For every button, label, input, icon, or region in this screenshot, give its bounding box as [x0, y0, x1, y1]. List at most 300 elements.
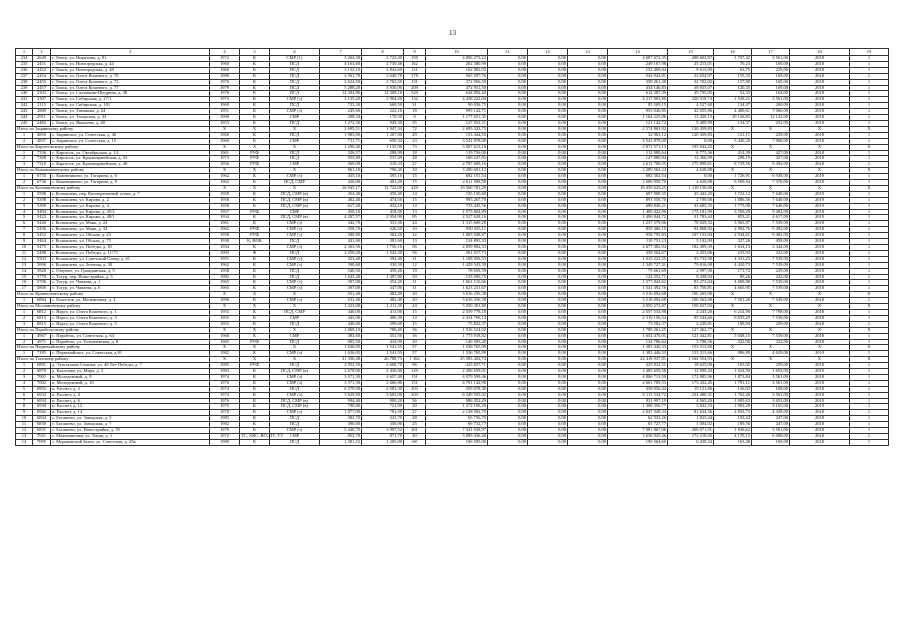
table-cell: 1 [850, 245, 889, 251]
table-cell: 151 [404, 380, 426, 386]
table-cell: 0,00 [488, 286, 528, 292]
table-cell: К [240, 268, 270, 274]
table-cell: 2019 [790, 203, 850, 209]
table-cell: 5 440,70 [320, 428, 362, 434]
table-cell: Х [240, 144, 270, 150]
table-cell: 347,00 [362, 286, 404, 292]
table-cell: 50 [404, 274, 426, 280]
table-cell: 2018 [790, 239, 850, 245]
table-cell: 7 539,00 [752, 333, 790, 339]
table-cell: 955,89 [320, 156, 362, 162]
table-cell: 0,00 [568, 221, 608, 227]
table-cell: 2018 [790, 333, 850, 339]
table-cell: 3 561,78 [320, 73, 362, 79]
table-cell: 153 313,66 [668, 345, 714, 351]
table-cell: 1982 [210, 422, 240, 428]
table-cell: 0,00 [528, 410, 568, 416]
table-cell: 3 264,30 [320, 56, 362, 62]
table-cell: 209 [404, 85, 426, 91]
table-cell: 15 [404, 174, 426, 180]
table-cell: 9 492,00 [752, 162, 790, 168]
table-cell: 12 [404, 233, 426, 239]
table-cell: 2018 [790, 380, 850, 386]
table-cell: 0,00 [568, 120, 608, 126]
table-cell: Х [752, 126, 790, 132]
table-cell: 0,00 [528, 327, 568, 333]
table-cell: 1 903,20 [714, 404, 752, 410]
table-cell: 1 024,90 [714, 369, 752, 375]
table-cell: 339 956,44 [608, 386, 668, 392]
table-cell: 1 381,53 [320, 439, 362, 445]
table-cell: 4 170,12 [714, 434, 752, 440]
table-cell: 2018 [790, 386, 850, 392]
table-cell: 245 [16, 120, 33, 126]
table-cell: 0,00 [568, 126, 608, 132]
address-cell: г. Томск, ул. Салтыкова-Щедрина, д. 48 [51, 91, 210, 97]
table-cell: 1 [850, 132, 889, 138]
column-header: 19 [850, 49, 889, 56]
table-cell: 0,00 [528, 374, 568, 380]
table-cell: 169,00 [752, 439, 790, 445]
table-cell: 23 [404, 138, 426, 144]
table-cell: 425 032,51 [608, 363, 668, 369]
address-cell: с. Моряковский Затон, ул. Советская, д. 25в [51, 439, 210, 445]
table-cell: 1 497,80 [362, 274, 404, 280]
table-cell: 9 409,99 [668, 120, 714, 126]
table-cell: 62 933,26 [608, 416, 668, 422]
table-cell: 1 [850, 91, 889, 97]
table-cell: 1978 [210, 410, 240, 416]
table-cell: 2 128 982,70 [426, 410, 488, 416]
table-cell: 169,00 [752, 73, 790, 79]
table-cell: 2018 [790, 363, 850, 369]
table-cell: 383,60 [320, 333, 362, 339]
table-cell: ПСД [270, 61, 320, 67]
table-cell: 0,00 [528, 245, 568, 251]
table-cell: 172 510,92 [668, 434, 714, 440]
table-cell: 1 110 156,00 [668, 185, 714, 191]
table-cell: 0,00 [488, 73, 528, 79]
table-cell: 1958 [210, 268, 240, 274]
table-cell: 20 [404, 292, 426, 298]
table-cell: 2 660,80 [362, 380, 404, 386]
table-cell: К [240, 73, 270, 79]
table-cell: СМР (з) [270, 256, 320, 262]
table-cell: 5 446,20 [714, 138, 752, 144]
table-cell: 16 945,17 [320, 185, 362, 191]
table-cell: 0,00 [528, 79, 568, 85]
table-cell: 3 [16, 203, 33, 209]
table-cell: 3 930,00 [362, 85, 404, 91]
table-cell: К [240, 374, 270, 380]
table-cell: 1 541,55 [362, 351, 404, 357]
table-cell: 29 [404, 404, 426, 410]
table-cell: К [240, 422, 270, 428]
table-cell: 3 561,00 [752, 97, 790, 103]
table-body [16, 56, 889, 446]
table-cell: ПСД [270, 416, 320, 422]
table-cell: 1 004,02 [668, 422, 714, 428]
table-cell: 57 [404, 351, 426, 357]
table-cell: 2911 [33, 115, 51, 121]
table-cell: 19 [404, 268, 426, 274]
table-cell: 0,00 [488, 185, 528, 191]
table-cell: 192,44 [714, 416, 752, 422]
table-cell: 1 [850, 256, 889, 262]
address-cell: г. Томск, ул. Никитина, д. 81 [51, 56, 210, 62]
table-cell: Х [270, 168, 320, 174]
table-cell: 0,00 [488, 103, 528, 109]
table-cell: 5598 [33, 191, 51, 197]
table-cell: 0,00 [528, 156, 568, 162]
table-cell: 6815 [33, 321, 51, 327]
table-cell: 0,00 [528, 369, 568, 375]
table-cell: 1 [16, 191, 33, 197]
table-cell: 40 [404, 434, 426, 440]
table-cell: Х [270, 292, 320, 298]
table-cell: ПСД [270, 85, 320, 91]
table-cell: 0,00 [528, 274, 568, 280]
table-cell: 25 583 402,74 [426, 357, 488, 363]
table-cell: 7 539,00 [752, 280, 790, 286]
table-cell: Х [752, 144, 790, 150]
table-cell: 0,00 [568, 150, 608, 156]
table-cell: 1958 [210, 191, 240, 197]
table-cell: 1 065 948,87 [426, 233, 488, 239]
table-cell: СМР [270, 209, 320, 215]
table-cell: 0,00 [568, 73, 608, 79]
address-cell: с. Нарга, ул. Олега Кошевого, д. 1 [51, 309, 210, 315]
table-cell: ПСД [270, 91, 320, 97]
table-cell: 1 643,40 [320, 274, 362, 280]
table-cell: 0,00 [528, 239, 568, 245]
table-cell: 2 436,00 [362, 369, 404, 375]
table-cell: 2018 [790, 268, 850, 274]
table-cell: 2018 [790, 374, 850, 380]
table-cell: 29 705,05 [668, 91, 714, 97]
table-cell: 127 262,77 [668, 327, 714, 333]
table-cell: 0,00 [528, 268, 568, 274]
table-cell: 2 559 778,18 [426, 309, 488, 315]
table-cell: 414,39 [714, 150, 752, 156]
table-cell: 930 335,11 [426, 227, 488, 233]
table-cell: 1 947,34 [362, 126, 404, 132]
table-cell: 36 [404, 327, 426, 333]
table-cell: 0,00 [528, 422, 568, 428]
address-cell: д. Кисловка, ул. Мира, д. 3 [51, 369, 210, 375]
table-cell: Х [210, 126, 240, 132]
table-cell: 15 [16, 274, 33, 280]
table-cell: 2018 [790, 180, 850, 186]
table-cell: 100 263,90 [668, 298, 714, 304]
table-cell: 2 902,76 [714, 227, 752, 233]
address-cell: г. Томск, ул. Новгородская, д. 48 [51, 67, 210, 73]
table-cell: К [240, 61, 270, 67]
table-cell: 81 634,36 [668, 410, 714, 416]
table-cell: 0,00 [488, 156, 528, 162]
address-cell: п. Рассвет, д. 2 [51, 386, 210, 392]
table-cell: Х [240, 185, 270, 191]
table-cell: 427,00 [752, 150, 790, 156]
table-cell: 12 142,00 [752, 115, 790, 121]
table-cell: 2018 [790, 221, 850, 227]
table-cell: 362,20 [362, 233, 404, 239]
table-cell: Х [790, 357, 850, 363]
table-cell: К [240, 404, 270, 410]
table-cell: 2 611 709,55 [608, 162, 668, 168]
table-cell: 1982 [210, 274, 240, 280]
table-cell: К [240, 351, 270, 357]
table-cell: К [240, 215, 270, 221]
table-cell: 435,10 [320, 174, 362, 180]
table-cell: 2 047 348,34 [608, 410, 668, 416]
table-cell: 10 [404, 227, 426, 233]
table-cell: 2018 [790, 67, 850, 73]
table-cell: Х [850, 327, 889, 333]
table-cell: 3 616 256,38 [426, 292, 488, 298]
table-cell: К [240, 197, 270, 203]
table-cell: 0,00 [568, 250, 608, 256]
table-cell: 2018 [790, 156, 850, 162]
table-cell: 310,33 [362, 162, 404, 168]
table-cell: 2018 [790, 422, 850, 428]
table-cell: 372 966,50 [426, 79, 488, 85]
table-cell: 2019 [790, 197, 850, 203]
table-cell: 995 267,70 [426, 197, 488, 203]
table-cell: 1 [850, 73, 889, 79]
table-cell: Х [210, 144, 240, 150]
table-cell: 171,72 [714, 268, 752, 274]
table-cell: Х [752, 357, 790, 363]
table-cell: 723,30 [320, 103, 362, 109]
table-cell: 13 [16, 434, 33, 440]
address-cell: с. Тогур, пер. Новострийка, д. 5 [51, 274, 210, 280]
table-cell: 262 380,99 [426, 61, 488, 67]
table-cell: 7 501,26 [714, 298, 752, 304]
table-cell: 4 617,00 [752, 215, 790, 221]
table-cell: Х [752, 185, 790, 191]
table-cell: 0,00 [528, 351, 568, 357]
table-cell: 195 042,25 [668, 144, 714, 150]
table-cell: Х [714, 304, 752, 310]
address-cell: с. Озерное, ул. Гражданская, д. 5 [51, 268, 210, 274]
subtotal-label: Итого по Томскому району [16, 357, 210, 363]
table-cell: 81 750,81 [668, 286, 714, 292]
table-cell: 25 213,01 [668, 61, 714, 67]
table-cell: 0,00 [568, 209, 608, 215]
table-cell: 1961 [210, 150, 240, 156]
table-cell: 1938 [210, 239, 240, 245]
table-cell: 83 272,04 [668, 280, 714, 286]
table-cell: СМР (з) [270, 351, 320, 357]
table-cell: 2 483 659,58 [608, 369, 668, 375]
table-cell: 1 762,40 [714, 392, 752, 398]
table-cell: 0,00 [528, 120, 568, 126]
table-cell: 418,30 [362, 209, 404, 215]
table-cell: 1960 [210, 61, 240, 67]
table-cell: 15 [404, 180, 426, 186]
table-cell: 0,00 [488, 315, 528, 321]
table-cell: К [240, 91, 270, 97]
table-cell: 0,00 [568, 56, 608, 62]
table-cell: 32 963,12 [608, 132, 668, 138]
table-cell: РУФ [240, 150, 270, 156]
table-cell: 2 [16, 197, 33, 203]
table-cell: ПСД [270, 339, 320, 345]
table-cell: 0,00 [488, 333, 528, 339]
table-cell: 0,00 [488, 298, 528, 304]
table-cell: 169,00 [752, 85, 790, 91]
table-cell: К, НОК [240, 239, 270, 245]
table-cell: 1990 [210, 298, 240, 304]
table-cell: 11 [404, 286, 426, 292]
table-cell: 689 840,21 [608, 203, 668, 209]
table-cell: Х [850, 304, 889, 310]
table-cell: 3 541 878,00 [608, 138, 668, 144]
table-cell: 242 [16, 103, 33, 109]
table-cell: 6 [16, 221, 33, 227]
table-cell: 6942 [33, 410, 51, 416]
table-cell: 0,00 [568, 132, 608, 138]
table-cell: 1 095,63 [714, 398, 752, 404]
table-cell: 5 050 301,80 [426, 304, 488, 310]
table-cell: 4 806 713,50 [608, 374, 668, 380]
table-cell: 0,00 [488, 115, 528, 121]
table-cell: 1 400 422,90 [608, 209, 668, 215]
table-cell: 0,00 [528, 298, 568, 304]
table-cell: 1 541,55 [362, 345, 404, 351]
table-cell: 134 786,64 [608, 339, 668, 345]
table-cell: 63,75 [714, 67, 752, 73]
table-cell: 178 [404, 73, 426, 79]
table-cell: 3 571,30 [320, 380, 362, 386]
table-cell: 0,00 [528, 256, 568, 262]
table-cell: 0,00 [528, 280, 568, 286]
table-cell: 400,30 [362, 315, 404, 321]
table-cell: 1962 [210, 262, 240, 268]
table-cell: 685,50 [320, 339, 362, 345]
table-cell: 4837 [33, 138, 51, 144]
table-cell: 1 543,30 [362, 250, 404, 256]
table-cell: 425 657,71 [426, 363, 488, 369]
subtotal-label: Итого по Парабельскому району [16, 327, 210, 333]
table-cell: 1 750,10 [362, 245, 404, 251]
table-cell: 0,00 [528, 215, 568, 221]
table-cell: 1 205,00 [362, 439, 404, 445]
table-cell: 208 602,87 [668, 56, 714, 62]
table-cell: 12 308,10 [362, 91, 404, 97]
table-cell: 1 [850, 56, 889, 62]
address-cell: г. Колпашево, ул. Зеленая, д. 30 [51, 262, 210, 268]
table-cell: 1951 [210, 256, 240, 262]
table-cell: 0,00 [568, 380, 608, 386]
table-cell: 7 640,00 [752, 203, 790, 209]
table-cell: 0,00 [568, 398, 608, 404]
table-cell: 1 177 651,35 [426, 115, 488, 121]
table-cell: 1972 [210, 56, 240, 62]
table-cell: 150 [404, 56, 426, 62]
table-cell: 2 [16, 339, 33, 345]
table-cell: 1 [850, 386, 889, 392]
table-cell: 1 983,80 [320, 132, 362, 138]
table-cell: 1985 [210, 363, 240, 369]
table-cell: 9 [16, 239, 33, 245]
address-cell: с. Каргасок, ул. Октябрьская, д. 14 [51, 150, 210, 156]
table-cell: 931 997,19 [608, 398, 668, 404]
table-cell: 119 751,23 [608, 239, 668, 245]
table-cell: 6870 [33, 369, 51, 375]
table-cell: 0,00 [528, 109, 568, 115]
table-cell: 2 611 588,58 [426, 180, 488, 186]
table-cell: 235 [16, 61, 33, 67]
table-cell: 6 579,90 [320, 386, 362, 392]
table-cell: 1 [16, 174, 33, 180]
table-cell: К [240, 369, 270, 375]
table-cell: 1951 [210, 109, 240, 115]
table-cell: 0,00 [568, 85, 608, 91]
table-cell: 721,90 [362, 404, 404, 410]
table-cell: 0,00 [568, 268, 608, 274]
table-cell: 0,00 [528, 286, 568, 292]
table-cell: 1 655,00 [752, 369, 790, 375]
table-cell: К [240, 56, 270, 62]
table-cell: 411,00 [362, 309, 404, 315]
table-cell: 238 [16, 79, 33, 85]
address-cell: с. Богашево, ул. Заводская, д. 7 [51, 422, 210, 428]
address-cell: п. Молодежный, д. 10 [51, 380, 210, 386]
table-cell: 1 [850, 333, 889, 339]
table-cell: 0,00 [488, 339, 528, 345]
table-cell: 134,37 [714, 120, 752, 126]
table-cell: 0,00 [568, 309, 608, 315]
column-header: 16 [714, 49, 752, 56]
table-cell: Ф [240, 250, 270, 256]
table-cell: 27 [404, 410, 426, 416]
table-cell: Х [790, 304, 850, 310]
table-cell: 796,30 [362, 168, 404, 174]
table-cell: 0,00 [528, 398, 568, 404]
address-cell: г. Колпашево, ул. Маяк, д. 32 [51, 227, 210, 233]
table-cell: 1965 [210, 286, 240, 292]
table-cell: 5 [16, 386, 33, 392]
table-cell: К [240, 298, 270, 304]
table-cell: 0,00 [488, 428, 528, 434]
table-cell: 0,00 [568, 363, 608, 369]
table-cell: 399,60 [362, 321, 404, 327]
table-cell: 0,00 [488, 174, 528, 180]
table-cell: 6952 [33, 386, 51, 392]
table-cell: 2 997,90 [668, 268, 714, 274]
column-header: 7 [320, 49, 362, 56]
table-cell: Х [790, 345, 850, 351]
table-cell: 2019 [790, 398, 850, 404]
table-cell: 0,00 [568, 67, 608, 73]
table-cell: 7095 [33, 439, 51, 445]
table-cell: 2019 [790, 404, 850, 410]
table-cell: СМР (з) [270, 245, 320, 251]
table-cell: 208,34 [320, 115, 362, 121]
table-cell: 0,00 [568, 233, 608, 239]
table-cell: 0,00 [568, 197, 608, 203]
column-header: 3 [51, 49, 210, 56]
table-cell: 0,00 [568, 286, 608, 292]
table-cell: 4 791 142,98 [426, 380, 488, 386]
table-cell: 1 069,10 [320, 327, 362, 333]
table-cell: 1 873,84 [714, 374, 752, 380]
table-cell: 7310 [33, 162, 51, 168]
table-cell: 140 585,20 [426, 339, 488, 345]
table-cell: 3 561,00 [752, 56, 790, 62]
